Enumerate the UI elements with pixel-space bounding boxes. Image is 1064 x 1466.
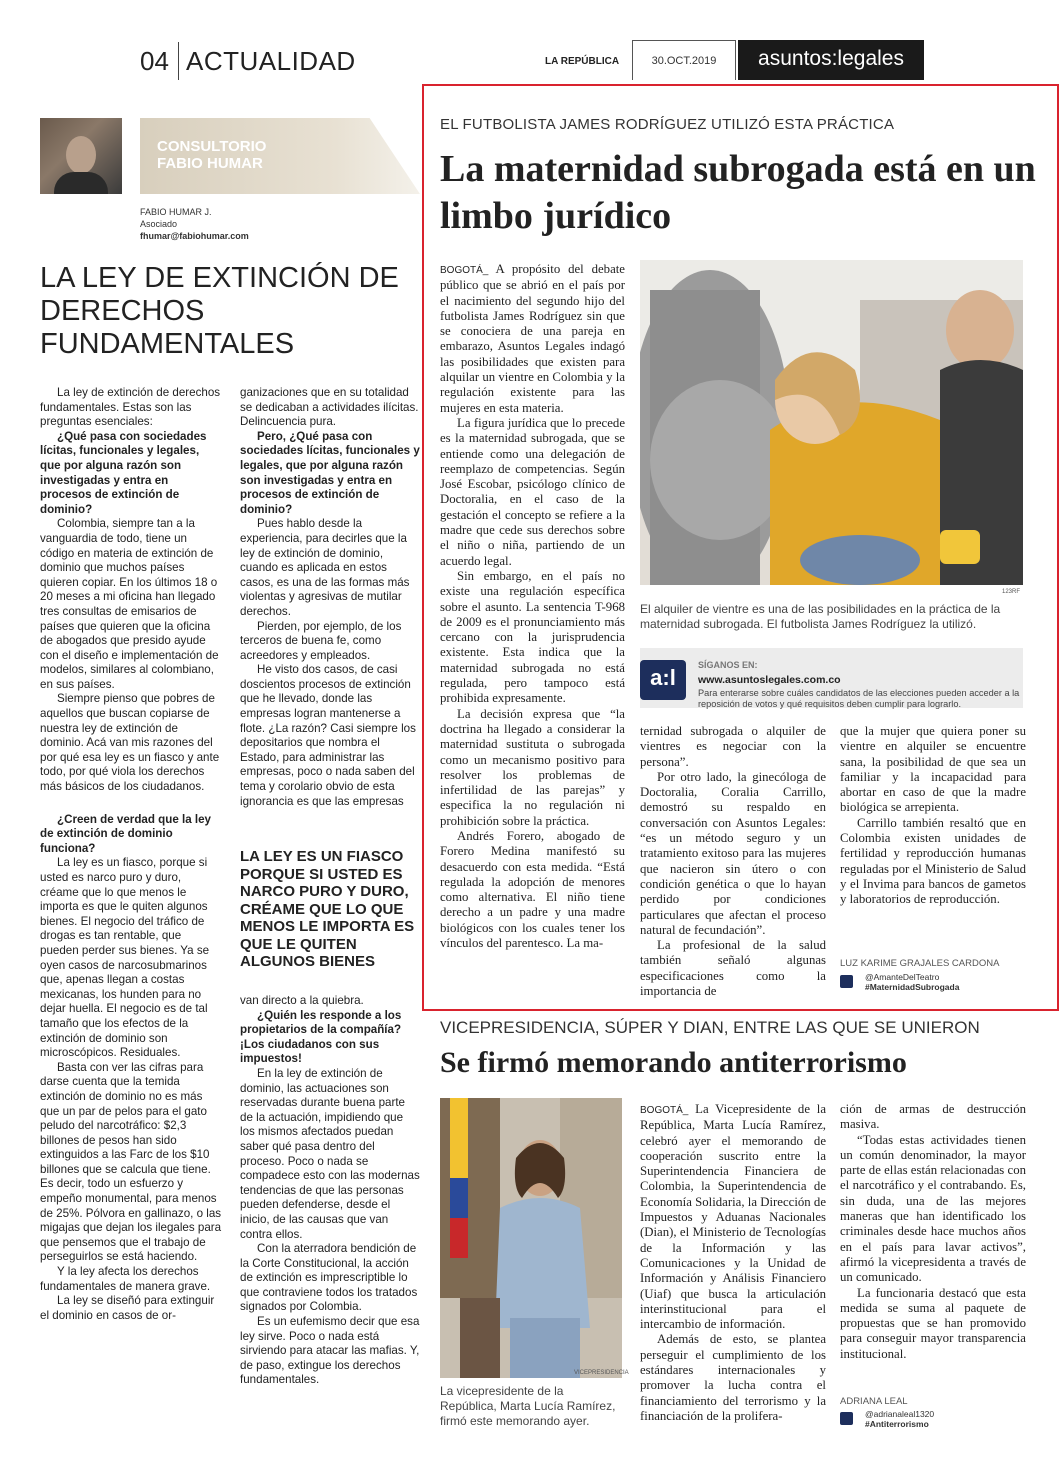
question-paragraph: ¿Creen de verdad que la ley de extinción de dominio funciona? (40, 812, 211, 855)
question-paragraph: ¿Quién les responde a los propietarios de la compañía? ¡Los ciudadanos con sus impuestos! (240, 1008, 402, 1066)
header-divider (178, 42, 179, 80)
paragraph: Siempre pienso que pobres de aquellos que buscan copiarse de nuestra ley de extinción de dominio. Acá van mis razones del por qué esa ley es un fiasco y ante todo, por qué viola los derechos más básicos de los ciudadanos. (40, 692, 220, 794)
paragraph: Además de esto, se plantea perseguir el cumplimiento de los estándares internacionales y promover la lucha contra el financiamiento del terrorismo y la financiación de la prolifera- (640, 1332, 826, 1423)
paragraph: Es un eufemismo decir que esa ley sirve. Poco o nada está sirviendo para atacar las mafias. Y, de paso, extingue los derechos fundamentales. (240, 1315, 420, 1387)
paragraph: Por otro lado, la ginecóloga de Doctoralia, Coralia Carrillo, demostró su respaldo en conversación con Asuntos Legales: “es un método seguro y un tratamiento exitoso para las mujeres que nacieron sin útero o con condición genética o que lo hayan perdido por condiciones particulares que afectan el proceso natural de fecundación”. (640, 769, 826, 937)
article1-column-3 (840, 724, 1026, 908)
paragraph: van directo a la quiebra. (240, 994, 364, 1007)
paragraph: La ley de extinción de derechos fundamentales. Estas son las preguntas esenciales: (40, 386, 221, 429)
article2-byline: ADRIANA LEAL (840, 1396, 908, 1407)
hashtag: #Antiterrorismo (865, 1419, 929, 1429)
article1-photo (640, 260, 1023, 585)
newspaper-name: LA REPÚBLICA (545, 56, 620, 67)
paragraph: La funcionaria destacó que esta medida se suma al paquete de propuestas que se han promovido para conseguir mayor transparencia institucional. (840, 1285, 1026, 1361)
article1-kicker: EL FUTBOLISTA JAMES RODRÍGUEZ UTILIZÓ ESTA PRÁCTICA (440, 116, 895, 133)
paragraph: Basta con ver las cifras para darse cuenta que la temida extinción de dominio no es más que un par de pelos para el gato peludo del narcotráfico: $2,3 billones de pesos han sido extinguidos a las Farc de los $10 billones que se calcula que tiene. Es decir, todo un esfuerzo y empeño monumental, para menos de 25%. Pólvora en gallinazo, o las migajas que dejan los ilegales para que pensemos que el trabajo de perseguirlos se está haciendo. (40, 1060, 222, 1264)
opinion-column-2-top (240, 386, 420, 809)
paragraph: La ley es un fiasco, porque si usted es narco puro y duro, créame que lo que menos le importa es que le quiten algunos bienes. El negocio del tráfico de drogas es tan rentable, que pueden perder sus bienes. Ya se oyen casos de narcosubmarinos que, apenas llegan a costas mexicanas, los hunden para no dejar huella. El negocio es de tal tamaño que los efectos de la extinción de dominio son microscópicos. Residuales. (40, 856, 210, 1060)
section-title: ACTUALIDAD (186, 46, 356, 76)
opinion-title: LA LEY DE EXTINCIÓN DE DERECHOS FUNDAMENTALES (40, 262, 399, 360)
paragraph: Y la ley afecta los derechos fundamentales de manera grave. (40, 1265, 211, 1293)
dateline: BOGOTÁ_ (640, 1105, 689, 1116)
article2-column-1 (640, 1102, 826, 1424)
author-name: FABIO HUMAR J. (140, 207, 212, 217)
paragraph: ternidad subrogada o alquiler de vientres es negociar con la persona”. (640, 724, 826, 769)
article2-photo-credit: VICEPRESIDENCIA (574, 1370, 629, 1376)
article2-social (865, 1409, 934, 1429)
paragraph: ganizaciones que en su totalidad se dedicaban a actividades ilícitas. Delincuencia pura. (240, 386, 419, 429)
paragraph: que la mujer que quiera poner su vientre en alquiler se encuentre sana, la posibilidad de que sea un familiar y la incapacidad para abortar en caso de que la madre biológica se arrepienta. (840, 724, 1026, 815)
paragraph: Con la aterradora bendición de la Corte Constitucional, la acción de extinción es imprescriptible lo que contraviene todos los tratados signados por Colombia. (240, 1242, 418, 1314)
article1-byline: LUZ KARIME GRAJALES CARDONA (840, 958, 1000, 969)
issue-date: 30.OCT.2019 (632, 40, 736, 80)
article1-caption: El alquiler de vientre es una de las posibilidades en la práctica de la maternidad subrogada. El futbolista James Rodríguez la utilizó. (640, 602, 1001, 631)
opinion-column-1 (40, 386, 222, 1323)
paragraph: Andrés Forero, abogado de Forero Medina manifestó su desacuerdo con esta medida. “Está regulada la adopción de menores como alternativa. El niño tiene derecho a un padre y una madre biológicos con los cuales tener los vínculos del parentesco. La ma- (440, 828, 625, 951)
paragraph: La ley se diseñó para extinguir el dominio en casos de or- (40, 1294, 215, 1322)
paragraph: Pues hablo desde la experiencia, para decirles que la ley de extinción de dominio, cuando es aplicada en estos casos, es una de las formas más violentas y agresivas de mutilar derechos. (240, 517, 410, 618)
article2-kicker: VICEPRESIDENCIA, SÚPER Y DIAN, ENTRE LAS QUE SE UNIERON (440, 1018, 980, 1037)
paragraph: La profesional de la salud también señaló algunas especificaciones como la importancia de (640, 938, 826, 999)
asuntos-legales-logo: a:l (640, 660, 686, 700)
article1-photo-credit: 123RF (1002, 589, 1021, 595)
author-info (140, 206, 249, 242)
paragraph: Carrillo también resaltó que en Colombia existen unidades de fertilidad y reproducción humanas reguladas por el Ministerio de Salud y el Invima para bancos de gametos y laboratorios de reproducción. (840, 815, 1026, 907)
follow-label: SÍGANOS EN: (698, 660, 758, 670)
question-paragraph: ¿Qué pasa con sociedades lícitas, funcionales y legales, que por alguna razón son investigadas y entra en procesos de extinción de dominio? (40, 429, 207, 516)
author-social-icon (840, 1412, 853, 1425)
article2-headline: Se firmó memorando antiterrorismo (440, 1046, 907, 1079)
follow-url-link[interactable]: www.asuntoslegales.com.co (698, 674, 841, 686)
paragraph: He visto dos casos, de casi doscientos procesos de extinción que he llevado, donde las empresas logran mantenerse a flote. ¿La razón? Casi siempre los depositarios que nombra el Estado, para administrar las empresas, poco o nada saben del tema y corolario obvio de esta ignorancia es que las empresas (240, 663, 416, 808)
question-paragraph: Pero, ¿Qué pasa con sociedades lícitas, funcionales y legales, que por alguna razón son investigadas y entra en procesos de extinción de dominio? (240, 429, 420, 516)
paragraph: Sin embargo, en el país no existe una regulación específica sobre el asunto. La sentencia T-968 de 2009 es el pronunciamiento más cercano con la jurisprudencia existente. Esta indica que la maternidad subrogada no está regulada, pero tampoco está prohibida expresamente. (440, 568, 625, 706)
paragraph: La figura jurídica que lo precede es la maternidad subrogada, que se entiende como una delegación de reemplazo de competencias. Según José Escobar, psicólogo clínico de Doctoralia, en el caso de la gestación el concepto se refiere a la madre que cede sus derechos sobre el niño o niña, partiendo de un acuerdo legal. (440, 415, 625, 568)
author-email: fhumar@fabiohumar.com (140, 231, 249, 241)
article1-column-1 (440, 262, 625, 951)
author-role: Asociado (140, 219, 178, 229)
paragraph: ción de armas de destrucción masiva. (840, 1102, 1026, 1132)
pull-quote: LA LEY ES UN FIASCO PORQUE SI USTED ES NARCO PURO Y DURO, CRÉAME QUE LO QUE MENOS LE IMPORTA ES QUE LE QUITEN ALGUNOS BIENES (240, 848, 415, 970)
article2-caption: La vicepresidente de la República, Marta Lucía Ramírez, firmó este memorando ayer. (440, 1384, 616, 1428)
hashtag: #MaternidadSubrogada (865, 982, 960, 992)
dateline: BOGOTÁ_ (440, 265, 489, 276)
paragraph: BOGOTÁ_ La Vicepresidente de la República, Marta Lucía Ramírez, celebró ayer el memorando de cooperación suscrito entre la Superintendencia Financiera de Colombia, la Superintendencia de Economía Solidaria, la Dirección de Impuestos y Aduanas Nacionales (Dian), el Ministerio de Tecnologías de la Información y las Comunicaciones y la Unidad de Información y Análisis Financiero (Uiaf) que busca la articulación interinstitucional para el intercambio de información. (640, 1102, 827, 1332)
paragraph: Colombia, siempre tan a la vanguardia de todo, tiene un código en materia de extinción de dominio que muchos países quieren copiar. En los últimos 18 o 20 meses a mi oficina han llegado tres consultas de emisarios de países que quieren que la oficina de abogados que presido ayude con el diseño e implementación de modelos, similares al colombiano, en sus países. (40, 517, 219, 691)
paragraph (40, 795, 222, 813)
page-number: 04 (140, 46, 169, 76)
paragraph: “Todas estas actividades tienen un común denominador, la mayor parte de ellas están relacionadas con el narcotráfico y el contrabando. Es, sin duda, una de las mejores maneras que han identificado los criminales desde hace muchos años en el país para lavar activos”, afirmó la vicepresidenta a través de un comunicado. (840, 1132, 1026, 1285)
paragraph: La decisión expresa que “la doctrina ha llegado a considerar la maternidad sustituta o subrogada como un mecanismo positivo para resolver los problemas de infertilidad de las parejas” y especifica la no regulación ni prohibición sobre la práctica. (440, 706, 625, 828)
column-label: CONSULTORIO FABIO HUMAR (157, 138, 267, 172)
paragraph: En la ley de extinción de dominio, las actuaciones son reservadas durante buena parte de la actuación, impidiendo que los mismos afectados puedan saber qué pasa dentro del proceso. Poco o nada se compadece esto con las modernas tendencias de que las personas pueden defenderse, desde el inicio, de las causas que van contra ellos. (240, 1066, 420, 1241)
article2-column-2 (840, 1102, 1026, 1362)
author-social-icon (840, 975, 853, 988)
opinion-column-2-bottom (240, 994, 420, 1388)
social-handle: @adrianaleal1320 (865, 1409, 935, 1419)
social-handle: @AmanteDelTeatro (865, 972, 940, 982)
article1-column-2 (640, 724, 826, 999)
author-portrait (40, 118, 122, 194)
paragraph: BOGOTÁ_ A propósito del debate público que se abrió en el país por el nacimiento del segundo hijo del futbolista James Rodríguez sin que se conociera de una pareja en embarazo, Asuntos Legales indagó las posibilidades que existen para alquilar un vientre en Colombia y la regulación existente para las mujeres en esta materia. (440, 262, 625, 415)
paragraph: Pierden, por ejemplo, de los terceros de buena fe, como acreedores y empleados. (240, 619, 402, 662)
article1-social (865, 972, 959, 992)
brand-logo: asuntos:legales (738, 40, 924, 80)
article2-photo (440, 1098, 622, 1378)
article1-headline: La maternidad subrogada está en un limbo jurídico (440, 148, 1036, 237)
follow-description: Para enterarse sobre cuáles candidatos de las elecciones pueden acceder a la reposición de votos y qué requisitos deben cumplir para lograrlo. (698, 688, 1020, 709)
